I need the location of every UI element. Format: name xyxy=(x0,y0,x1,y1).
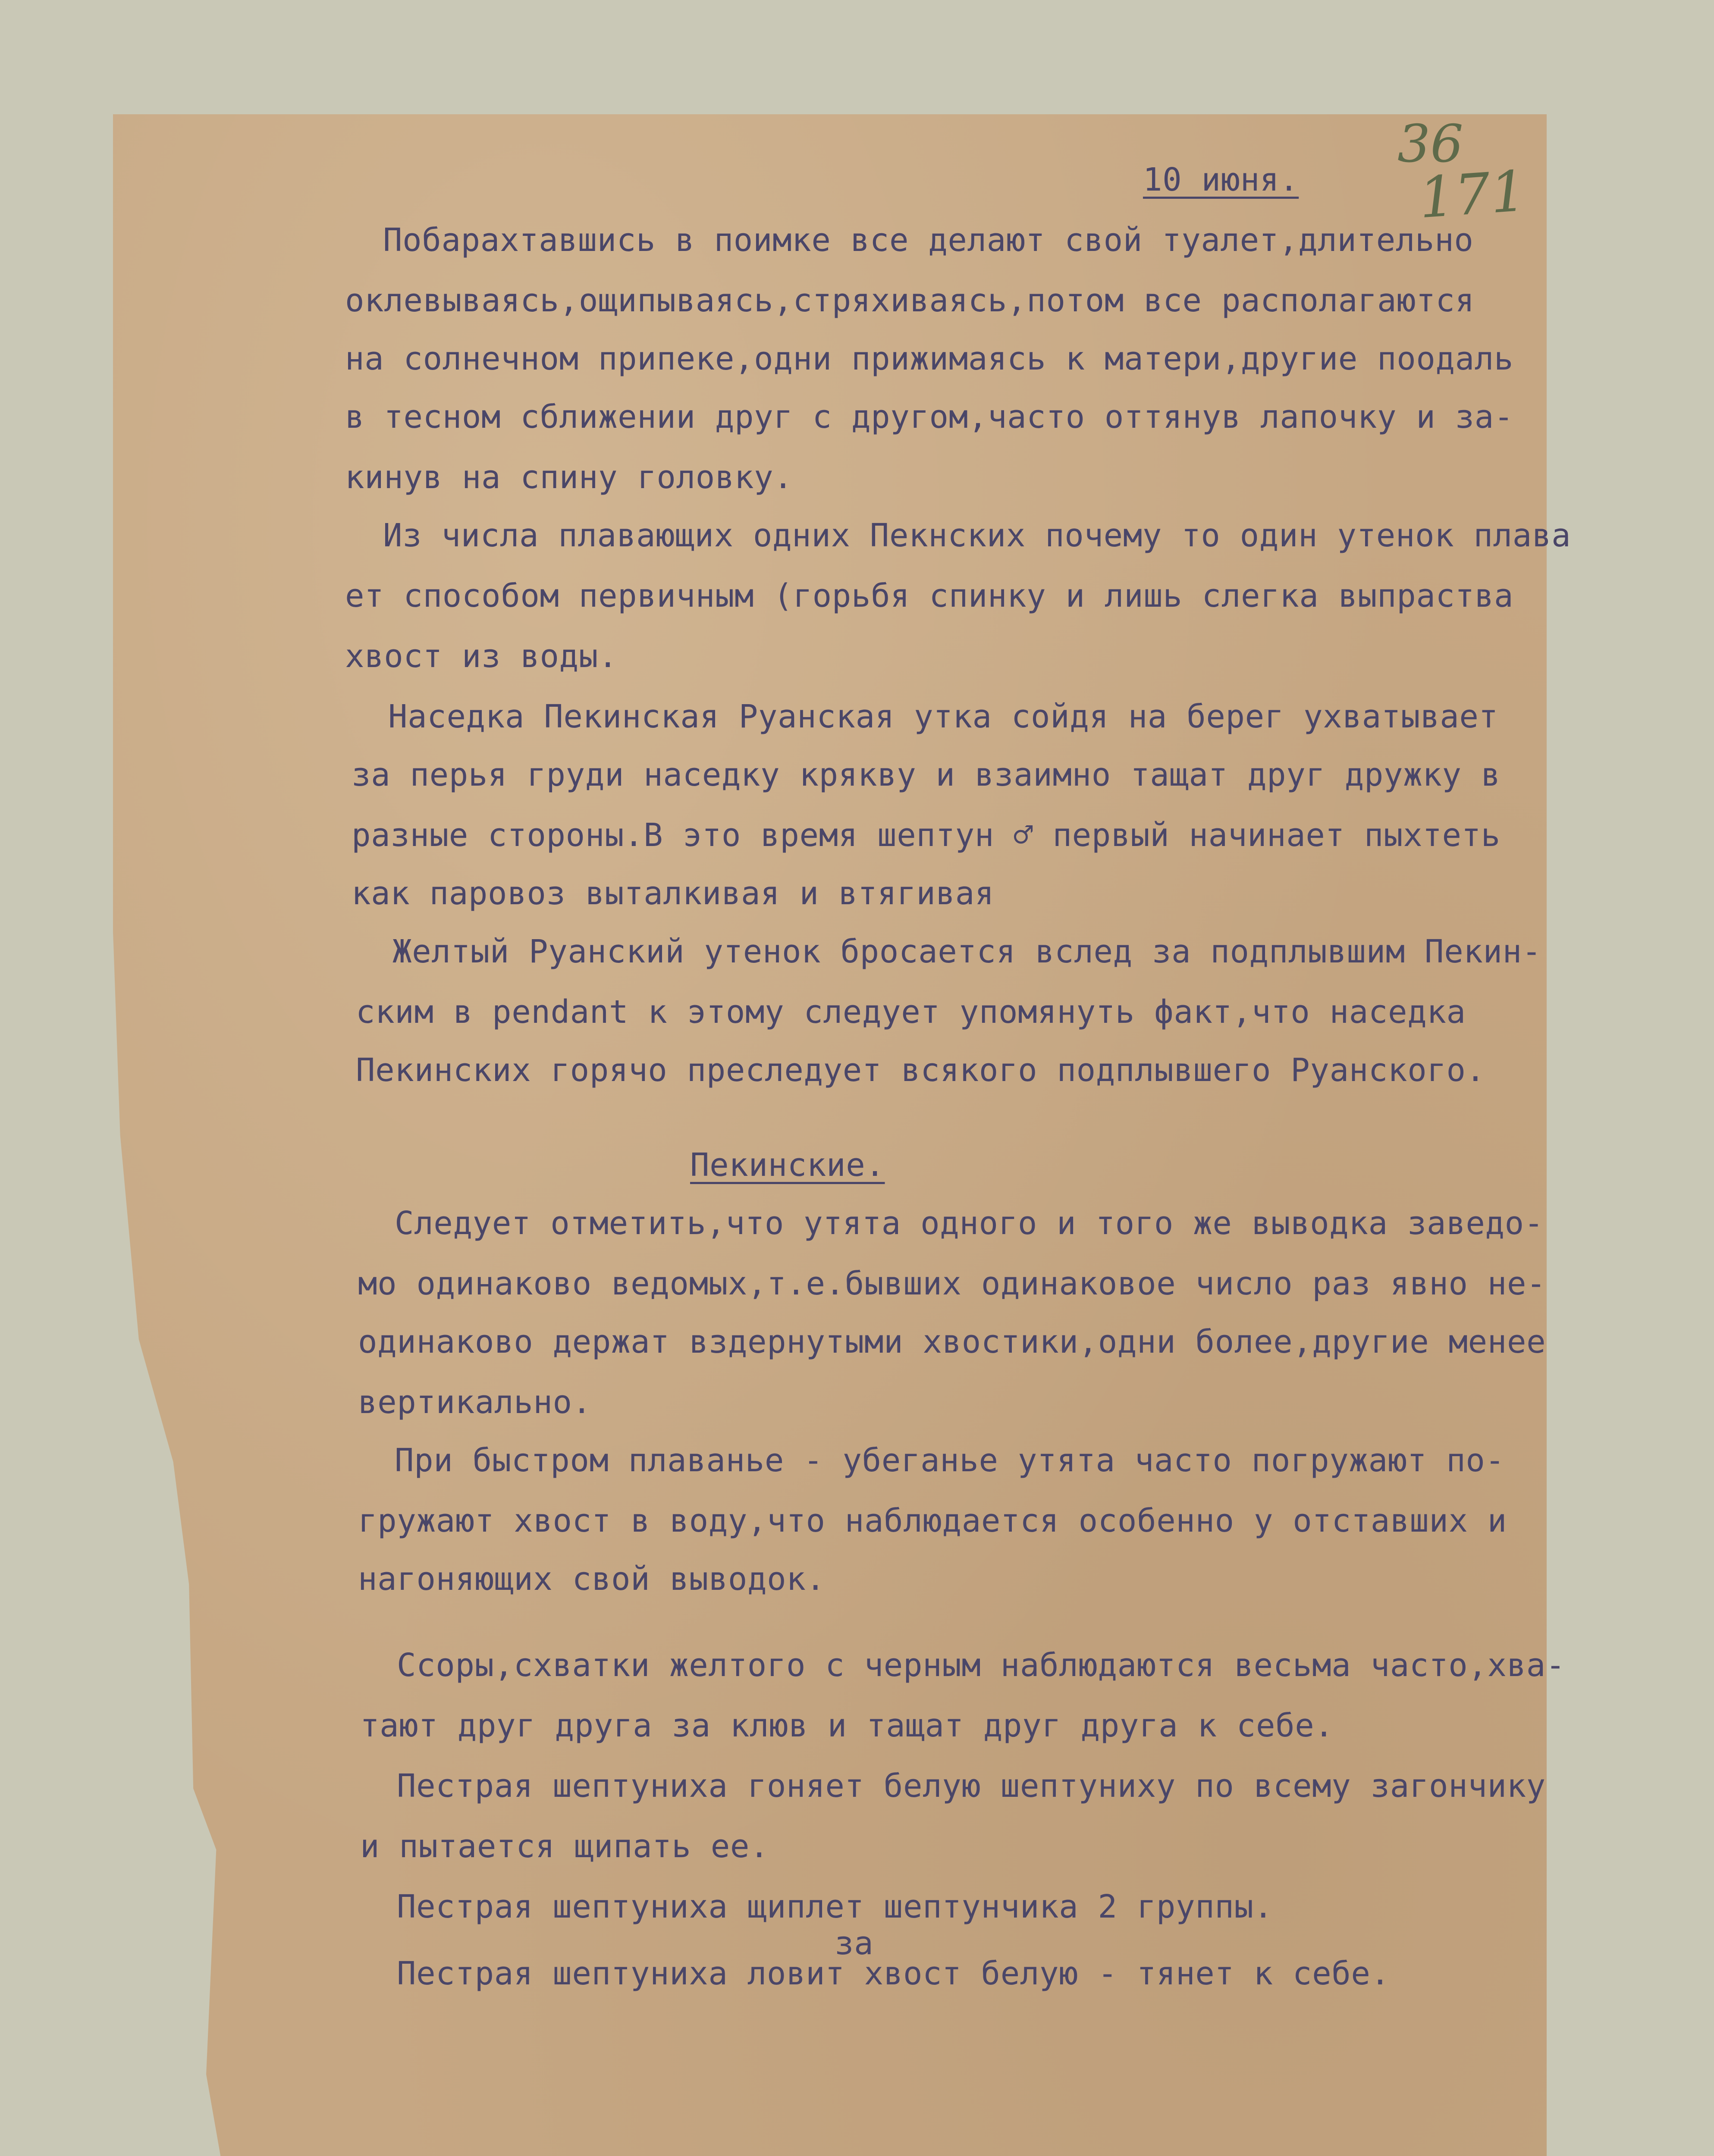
text-line: Следует отметить,что утята одного и того же выводка заведо- xyxy=(395,1205,1544,1242)
text-line: мо одинаково ведомых,т.е.бывших одинаковое число раз явно не- xyxy=(358,1265,1546,1302)
text-line: Ссоры,схватки желтого с черным наблюдаются весьма часто,хва- xyxy=(397,1647,1566,1684)
archive-page-number: 36 xyxy=(1397,114,1463,174)
date-heading: 10 июня. xyxy=(1143,161,1299,198)
text-line: нагоняющих свой выводок. xyxy=(358,1561,826,1598)
text-line: Из числа плавающих одних Пекнских почему то один утенок плава xyxy=(383,517,1571,554)
section-heading: Пекинские. xyxy=(690,1147,885,1184)
text-line: ским в pendant к этому следует упомянуть факт,что наседка xyxy=(356,993,1466,1031)
text-line: разные стороны.В это время шептун ♂ первый начинает пыхтеть xyxy=(352,817,1501,854)
text-line: Пестрая шептуниха гоняет белую шептуниху по всему загончику xyxy=(397,1767,1546,1805)
text-line: Пестрая шептуниха ловит хвост белую - тянет к себе. xyxy=(397,1955,1390,1992)
text-line: Желтый Руанский утенок бросается вслед за подплывшим Пекин- xyxy=(392,933,1541,970)
text-line: за перья груди наседку крякву и взаимно тащат друг дружку в xyxy=(352,756,1501,793)
text-line: Пестрая шептуниха щиплет шептунчика 2 группы. xyxy=(397,1888,1273,1925)
text-line: оклевываясь,ощипываясь,стряхиваясь,потом все располагаются xyxy=(345,282,1475,319)
text-line: одинаково держат вздернутыми хвостики,одни более,другие менее xyxy=(358,1323,1546,1360)
text-line: гружают хвост в воду,что наблюдается особенно у отставших и xyxy=(358,1502,1507,1539)
text-line: хвост из воды. xyxy=(345,638,618,675)
text-line: тают друг друга за клюв и тащат друг друга к себе. xyxy=(360,1707,1334,1744)
archive-old-number: 171 xyxy=(1417,158,1529,231)
text-line: Наседка Пекинская Руанская утка сойдя на берег ухватывает xyxy=(388,698,1498,735)
text-line: и пытается щипать ее. xyxy=(360,1828,769,1865)
text-line: как паровоз выталкивая и втягивая xyxy=(352,875,995,912)
text-line: Побарахтавшись в поимке все делают свой туалет,длительно xyxy=(383,222,1474,259)
text-line: кинув на спину головку. xyxy=(345,459,793,496)
text-line: на солнечном припеке,одни прижимаясь к матери,другие поодаль xyxy=(345,340,1514,377)
text-line: Пекинских горячо преследует всякого подплывшего Руанского. xyxy=(356,1052,1485,1089)
text-line: в тесном сближении друг с другом,часто оттянув лапочку и за- xyxy=(345,398,1514,436)
text-line: ет способом первичным (горьбя спинку и лишь слегка выпраства xyxy=(345,577,1514,614)
text-line: вертикально. xyxy=(358,1384,592,1421)
text-line: При быстром плаванье - убеганье утята часто погружают по- xyxy=(395,1442,1505,1479)
insertion-text: за xyxy=(835,1925,874,1962)
